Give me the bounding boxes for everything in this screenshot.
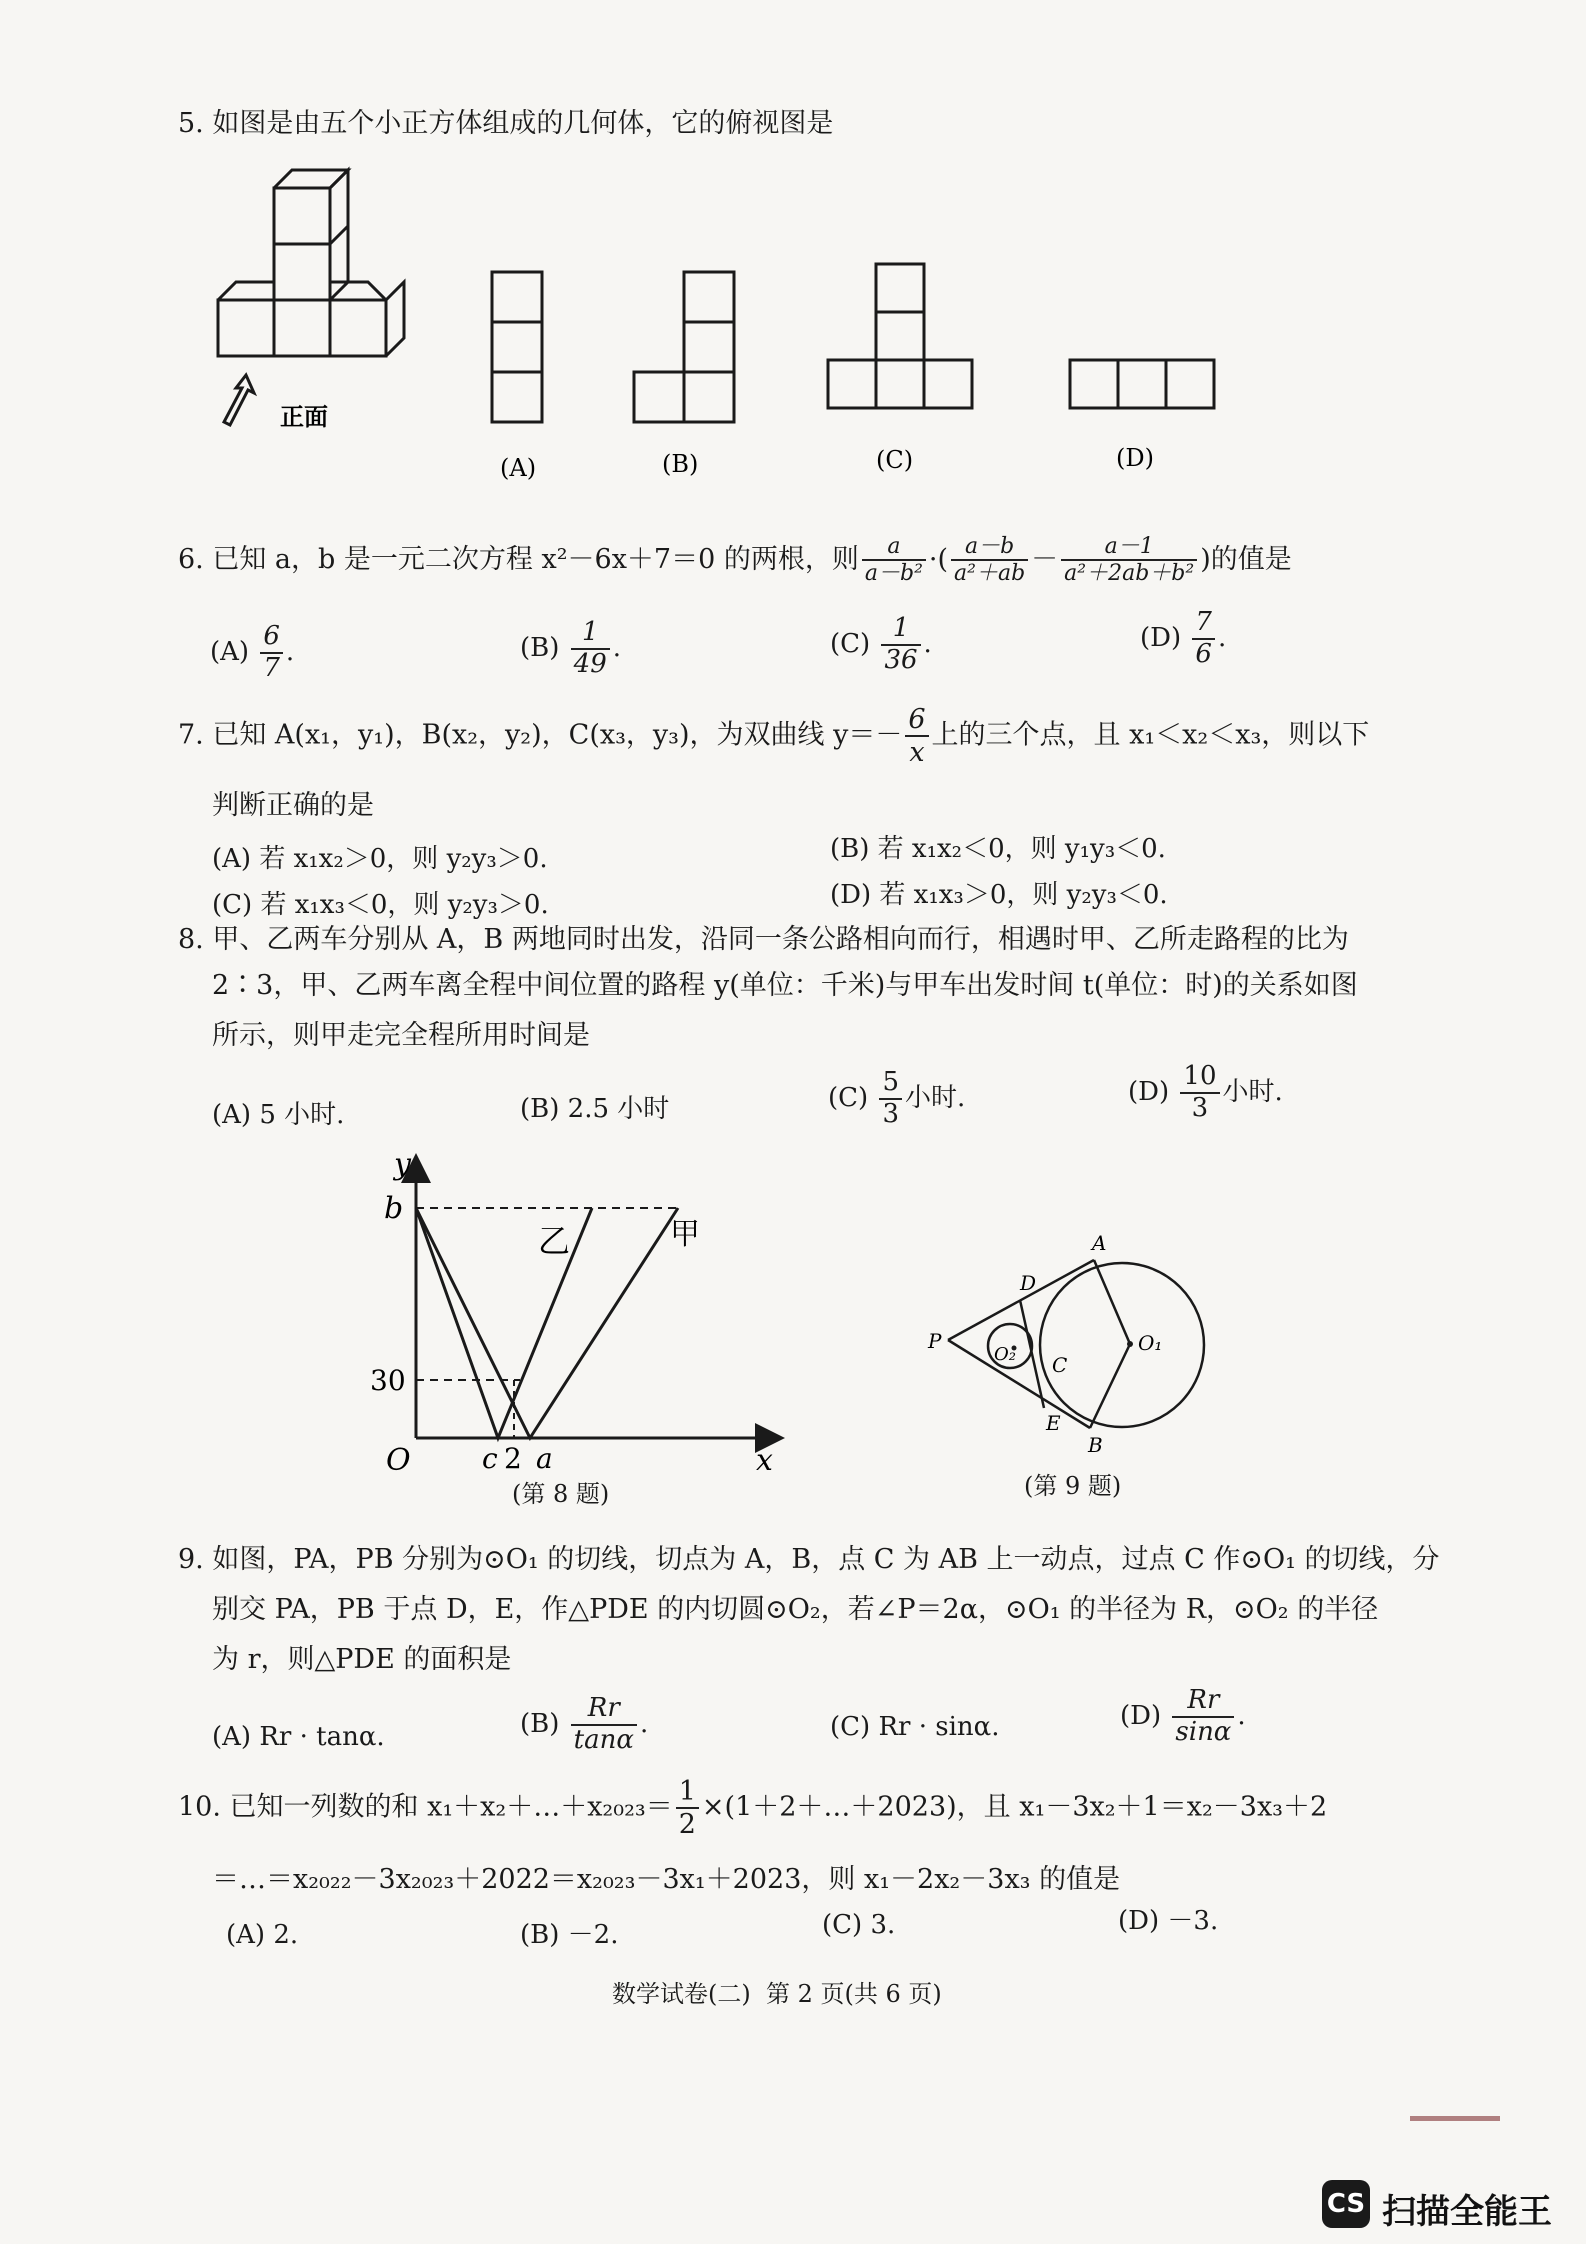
fig9-d: D [1020,1271,1037,1295]
fig8-c-label: c [482,1442,498,1475]
radii-o1 [1090,1260,1130,1428]
q6-frac1: $\frac{a}{\text{a－b²}}$ [862,534,926,587]
q9-option-b: (B) $\frac{Rr}{\tan\alpha}$ . [520,1693,649,1755]
q8-option-d: (D) $\frac{10}{3}$ 小时. [1128,1061,1283,1123]
q6-suffix: 的值是 [1210,543,1292,575]
fig8-jia-label: 甲 [670,1217,700,1252]
front-arrow-icon [224,375,254,425]
q6-frac2: $\frac{a-b}{\text{a²＋ab}}$ [951,534,1028,587]
q7-option-a: (A) 若 x₁x₂＞0，则 y₂y₃＞0. [212,844,548,874]
fig8-a-label: a [536,1442,553,1475]
q5-figures [200,160,1260,490]
scan-mark [1410,2116,1500,2121]
fig9-b: B [1088,1433,1103,1457]
q5-option-d: (D) [1116,444,1154,472]
scanner-name: 扫描全能王 [1382,2192,1552,2232]
q6-option-d: (D) $\frac{7}{6}$ . [1140,607,1227,669]
q6-option-a: (A) $\frac{6}{7}$ . [210,621,295,683]
q5-solid-figure [218,170,404,356]
q5-option-c: (C) [876,446,914,474]
front-label: 正面 [280,402,328,431]
q5-option-c-figure [828,264,972,408]
q6-option-b: (B) $\frac{1}{49}$ . [520,617,622,679]
tangent-pb [948,1340,1090,1428]
q6-frac3: $\frac{a-1}{\text{a²＋2ab＋b²}}$ [1061,534,1197,587]
q10-option-a: (A) 2. [226,1920,299,1950]
fig8-origin: O [386,1443,411,1478]
scanner-logo-icon: CS [1322,2180,1370,2228]
fig8-x-label: x [756,1443,773,1478]
fig8-y-label: y [394,1147,411,1182]
page-footer: 数学试卷(二) 第 2 页(共 6 页) [612,1980,942,2008]
q8-line2: 2∶3，甲、乙两车离全程中间位置的路程 y(单位：千米)与甲车出发时间 t(单位：时)的关系如图 [212,970,1358,1001]
q10-option-b: (B) －2. [520,1920,619,1950]
q5-option-b-figure [634,272,734,422]
fig8-caption: (第 8 题) [512,1480,610,1508]
q10-line2: ＝…＝x₂₀₂₂－3x₂₀₂₃＋2022＝x₂₀₂₃－3x₁＋2023，则 x₁－2x₂－3x₃ 的值是 [212,1864,1121,1895]
q7-option-c: (C) 若 x₁x₃＜0，则 y₂y₃＞0. [212,890,549,920]
q8-line1: 8. 甲、乙两车分别从 A，B 两地同时出发，沿同一条公路相向而行，相遇时甲、乙所走路程的比为 [178,924,1349,955]
q7-line2: 判断正确的是 [212,790,374,821]
q9-line2: 别交 PA，PB 于点 D，E，作△PDE 的内切圆⊙O₂，若∠P＝2α，⊙O₁ 的半径为 R，⊙O₂ 的半径 [212,1594,1379,1625]
fig9-o2: O₂ [994,1344,1016,1365]
fig9-e: E [1046,1411,1061,1435]
fig8-b-label: b [384,1191,404,1226]
q9-option-d: (D) $\frac{Rr}{\sin\alpha}$ . [1120,1685,1246,1747]
q9-line1: 9. 如图，PA，PB 分别为⊙O₁ 的切线，切点为 A，B，点 C 为 AB 上一动点，过点 C 作⊙O₁ 的切线，分 [178,1544,1440,1575]
q8-option-c: (C) $\frac{5}{3}$ 小时. [828,1067,966,1129]
q5-option-a: (A) [500,454,537,482]
q5-option-d-figure [1070,360,1214,408]
fig8-30-label: 30 [370,1364,406,1397]
fig9-p: P [928,1329,942,1353]
q5-stem: 5. 如图是由五个小正方体组成的几何体，它的俯视图是 [178,108,834,139]
q10-option-d: (D) －3. [1118,1906,1219,1936]
q9-line3: 为 r，则△PDE 的面积是 [212,1644,512,1675]
fig9-a: A [1092,1231,1107,1255]
q9-option-c: (C) Rr · sinα. [830,1712,1000,1742]
q8-option-a: (A) 5 小时. [212,1100,345,1130]
fig9-c: C [1052,1353,1068,1377]
q7-option-d: (D) 若 x₁x₃＞0，则 y₂y₃＜0. [830,880,1168,910]
fig8-graph [360,1140,800,1520]
fig8-2-label: 2 [504,1442,522,1475]
q5-option-a-figure [492,272,542,422]
q6-stem: 6. 已知 a，b 是一元二次方程 x²－6x＋7＝0 的两根，则 $\frac{a}{\text{a－b²}}$ ·( $\frac{a-b}{\text{a²＋ab}}$ － $\frac{a-1}{\text{a²＋2ab＋b²}}$ )的值是 [178,534,1292,587]
q8-line3: 所示，则甲走完全程所用时间是 [212,1020,590,1051]
q8-option-b: (B) 2.5 小时 [520,1094,670,1124]
q10-frac: $\frac{1}{2}$ [676,1776,699,1840]
q7-stem: 7. 已知 A(x₁，y₁)，B(x₂，y₂)，C(x₃，y₃)，为双曲线 y＝－ $\frac{6}{x}$ 上的三个点，且 x₁＜x₂＜x₃，则以下 [178,704,1370,769]
q6-option-c: (C) $\frac{1}{36}$ . [830,613,932,675]
q9-option-a: (A) Rr · tanα. [212,1722,385,1752]
q10-stem: 10. 已知一列数的和 x₁＋x₂＋…＋x₂₀₂₃＝ $\frac{1}{2}$ ×(1＋2＋…＋2023)，且 x₁－3x₂＋1＝x₂－3x₃＋2 [178,1776,1328,1841]
fig8-yi-label: 乙 [538,1222,571,1260]
q5-option-b: (B) [662,450,699,478]
q6-prefix: 6. 已知 a，b 是一元二次方程 x²－6x＋7＝0 的两根，则 [178,543,859,575]
q10-option-c: (C) 3. [822,1910,896,1940]
circle-o1 [1040,1263,1204,1427]
fig9-caption: (第 9 题) [1024,1472,1122,1500]
fig9-figure [910,1220,1250,1460]
fig9-o1: O₁ [1138,1331,1163,1355]
q7-option-b: (B) 若 x₁x₂＜0，则 y₁y₃＜0. [830,834,1166,864]
q7-frac: $\frac{6}{x}$ [905,704,928,768]
